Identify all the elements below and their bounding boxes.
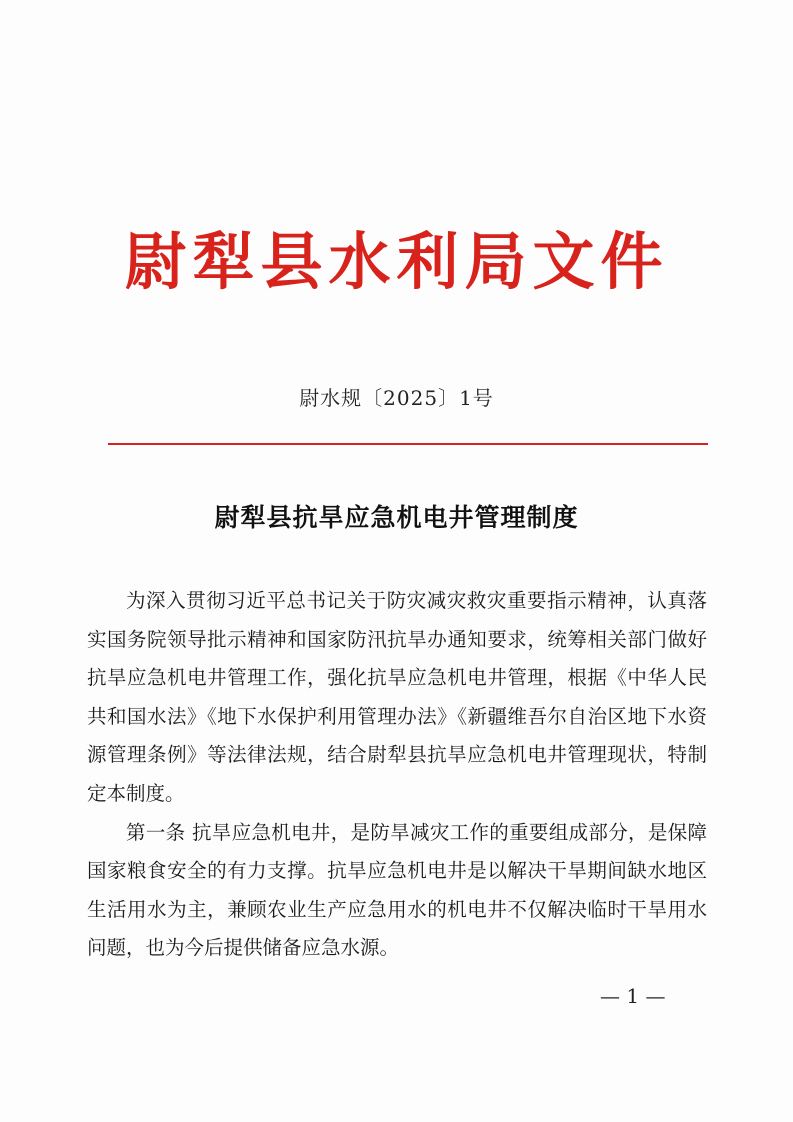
page-number: — 1 — bbox=[600, 984, 666, 1008]
agency-header-title: 尉犁县水利局文件 bbox=[124, 225, 669, 298]
paragraph-preamble: 为深入贯彻习近平总书记关于防灾减灾救灾重要指示精神，认真落实国务院领导批示精神和国家防汛抗旱办通知要求，统筹相关部门做好抗旱应急机电井管理工作，强化抗旱应急机电井管理，根据《中华人民共和国水法》《地下水保护利用管理办法》《新疆维吾尔自治区地下水资源管理条例》等法律法规，结合尉犁县抗旱应急机电井管理现状，特制定本制度。 bbox=[87, 589, 707, 805]
red-divider-line bbox=[108, 443, 708, 445]
document-title: 尉犁县抗旱应急机电井管理制度 bbox=[214, 503, 579, 532]
document-number: 尉水规〔2025〕1号 bbox=[299, 386, 494, 410]
document-body bbox=[87, 582, 707, 968]
paragraph-article-1: 第一条 抗旱应急机电井，是防旱减灾工作的重要组成部分，是保障国家粮食安全的有力支撑。抗旱应急机电井是以解决干旱期间缺水地区生活用水为主，兼顾农业生产应急用水的机电井不仅解决临时干旱用水问题，也为今后提供储备应急水源。 bbox=[87, 820, 707, 960]
